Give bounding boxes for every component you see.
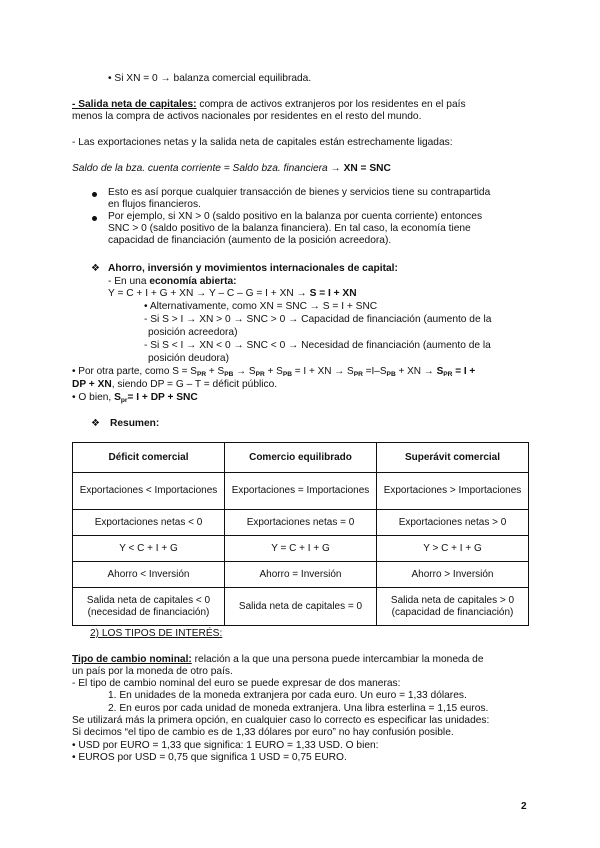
table-cell: Exportaciones netas = 0 — [225, 510, 377, 536]
expresar-line: - El tipo de cambio nominal del euro se puede expresar de dos maneras: — [72, 678, 401, 689]
sub-pr: PR — [255, 371, 265, 378]
euros-por-usd-line: • EUROS por USD = 0,75 que significa 1 USD = 0,75 EURO. — [72, 752, 347, 763]
bullet1-line-a: Esto es así porque cualquier transacción de bienes y servicios tiene su contrapartida — [108, 187, 491, 198]
sub-pr: PR — [353, 371, 363, 378]
bullet-dot — [92, 216, 97, 221]
salida-neta-def-1: compra de activos extranjeros por los residentes en el país — [196, 99, 466, 110]
otra-parte-pre: • Por otra parte, como S = S — [72, 366, 197, 377]
sub-pr-lower: pr — [120, 397, 128, 404]
ahorro-heading: Ahorro, inversión y movimientos internacionales de capital: — [108, 263, 398, 274]
table-header-row — [73, 443, 529, 473]
sub-pb: PB — [224, 371, 234, 378]
si-decimos-line: Si decimos “el tipo de cambio es de 1,33 dólares por euro” no hay confusión posible. — [72, 727, 454, 738]
header-deficit: Déficit comercial — [73, 443, 225, 473]
tipo-cambio-term: Tipo de cambio nominal: — [72, 654, 192, 665]
economia-abierta-pre: - En una — [108, 276, 150, 287]
si-menor-line-b: posición deudora) — [148, 353, 229, 364]
o-bien-pre: • O bien, — [72, 392, 115, 403]
table-cell: Ahorro = Inversión — [225, 562, 377, 588]
sub-pb: PB — [386, 371, 396, 378]
utilizara-line: Se utilizará más la primera opción, en cualquier caso lo correcto es especificar las unidades: — [72, 715, 490, 726]
si-menor-line-a: - Si S < I → XN < 0 → SNC < 0 → Necesidad de financiación (aumento de la — [144, 340, 491, 351]
economia-abierta-term: economía abierta: — [149, 276, 237, 287]
table-cell: Ahorro < Inversión — [73, 562, 225, 588]
table-cell: Salida neta de capitales < 0 (necesidad de financiación) — [73, 588, 225, 626]
table-row — [73, 562, 529, 588]
option-1-line: 1. En unidades de la moneda extranjera por cada euro. Un euro = 1,33 dólares. — [108, 690, 467, 701]
salida-neta-def-2: menos la compra de activos nacionales por residentes en el resto del mundo. — [72, 111, 422, 122]
dp-term: DP + XN — [72, 379, 112, 390]
table-row — [73, 536, 529, 562]
table-cell: Salida neta de capitales > 0 (capacidad de financiación) — [377, 588, 529, 626]
table-row — [73, 510, 529, 536]
xn-zero-line: • Si XN = 0 → balanza comercial equilibrada. — [108, 73, 312, 84]
saldo-equation — [72, 163, 391, 176]
header-superavit: Superávit comercial — [377, 443, 529, 473]
table-cell: Exportaciones > Importaciones — [377, 473, 529, 510]
si-mayor-line-a: - Si S > I → XN > 0 → SNC > 0 → Capacidad de financiación (aumento de la — [144, 314, 492, 325]
otra-parte-line: • Por otra parte, como $S = S_{PR} + S_{PB} \to S_{PR} + S_{PB} = I$ + XN → $S_{PR} =I-S_{PB}$ + XN → $S_{PR} = I$ + — [72, 366, 476, 378]
option-2-line: 2. En euros por cada unidad de moneda extranjera. Una libra esterlina = 1,15 euros. — [108, 703, 489, 714]
identidad-result: S = I + XN — [309, 288, 357, 299]
summary-table — [72, 442, 529, 626]
bullet2-line-a: Por ejemplo, si XN > 0 (saldo positivo en la balanza por cuenta corriente) entonces — [108, 211, 483, 222]
deficit-publico-line — [72, 379, 277, 392]
table-cell: Exportaciones < Importaciones — [73, 473, 225, 510]
diamond-bullet-icon: ❖ — [91, 418, 100, 429]
ligadas-line: - Las exportaciones netas y la salida neta de capitales están estrechamente ligadas: — [72, 137, 453, 148]
bullet2-line-c: capacidad de financiación (aumento de la posición acreedora). — [108, 235, 392, 246]
sub-pb: PB — [282, 371, 293, 378]
o-bien-line — [72, 392, 198, 405]
table-cell: Ahorro > Inversión — [377, 562, 529, 588]
tipo-cambio-def-1: relación a la que una persona puede intercambiar la moneda de — [191, 654, 484, 665]
tipo-cambio-paragraph — [72, 654, 484, 667]
tipo-cambio-def-2: un país por la moneda de otro país. — [72, 666, 233, 677]
diamond-bullet-icon: ❖ — [91, 263, 100, 274]
saldo-equation-result: XN = SNC — [343, 163, 391, 174]
salida-neta-paragraph — [72, 99, 466, 112]
table-cell: Exportaciones netas > 0 — [377, 510, 529, 536]
sub-pr: PR — [443, 371, 453, 378]
economia-abierta-line — [108, 276, 237, 289]
table-cell: Y = C + I + G — [225, 536, 377, 562]
usd-por-euro-line: • USD por EURO = 1,33 que significa: 1 EURO = 1,33 USD. O bien: — [72, 740, 379, 751]
table-cell: Salida neta de capitales = 0 — [225, 588, 377, 626]
si-mayor-line-b: posición acreedora) — [148, 327, 238, 338]
table-row — [73, 588, 529, 626]
bullet-dot — [92, 192, 97, 197]
bullet2-line-b: SNC > 0 (saldo positivo de la balanza financiera). En tal caso, la economía tiene — [108, 223, 471, 234]
o-bien-equation: = I + DP + SNC — [127, 392, 198, 403]
table-row — [73, 473, 529, 510]
table-cell: Y < C + I + G — [73, 536, 225, 562]
header-equilibrado: Comercio equilibrado — [225, 443, 377, 473]
table-cell: Exportaciones netas < 0 — [73, 510, 225, 536]
sub-pr: PR — [196, 371, 207, 378]
salida-neta-term: - Salida neta de capitales: — [72, 99, 197, 110]
resumen-heading: Resumen: — [110, 418, 160, 429]
bullet1-line-b: en flujos financieros. — [108, 199, 201, 210]
identidad-line — [108, 288, 357, 301]
o-bien-s: S — [114, 392, 121, 403]
table-cell: Exportaciones = Importaciones — [225, 473, 377, 510]
table-cell: Y > C + I + G — [377, 536, 529, 562]
alternativamente-line: • Alternativamente, como XN = SNC → S = I + SNC — [144, 301, 378, 312]
identidad-pre: Y = C + I + G + XN → Y – C – G = I + XN → — [108, 288, 310, 299]
page-number: 2 — [521, 801, 527, 812]
dp-definition: , siendo DP = G – T = déficit público. — [111, 379, 278, 390]
tipos-interes-heading: 2) LOS TIPOS DE INTERÉS: — [90, 628, 223, 639]
saldo-equation-italic: Saldo de la bza. cuenta corriente = Saldo bza. financiera → — [72, 163, 344, 174]
